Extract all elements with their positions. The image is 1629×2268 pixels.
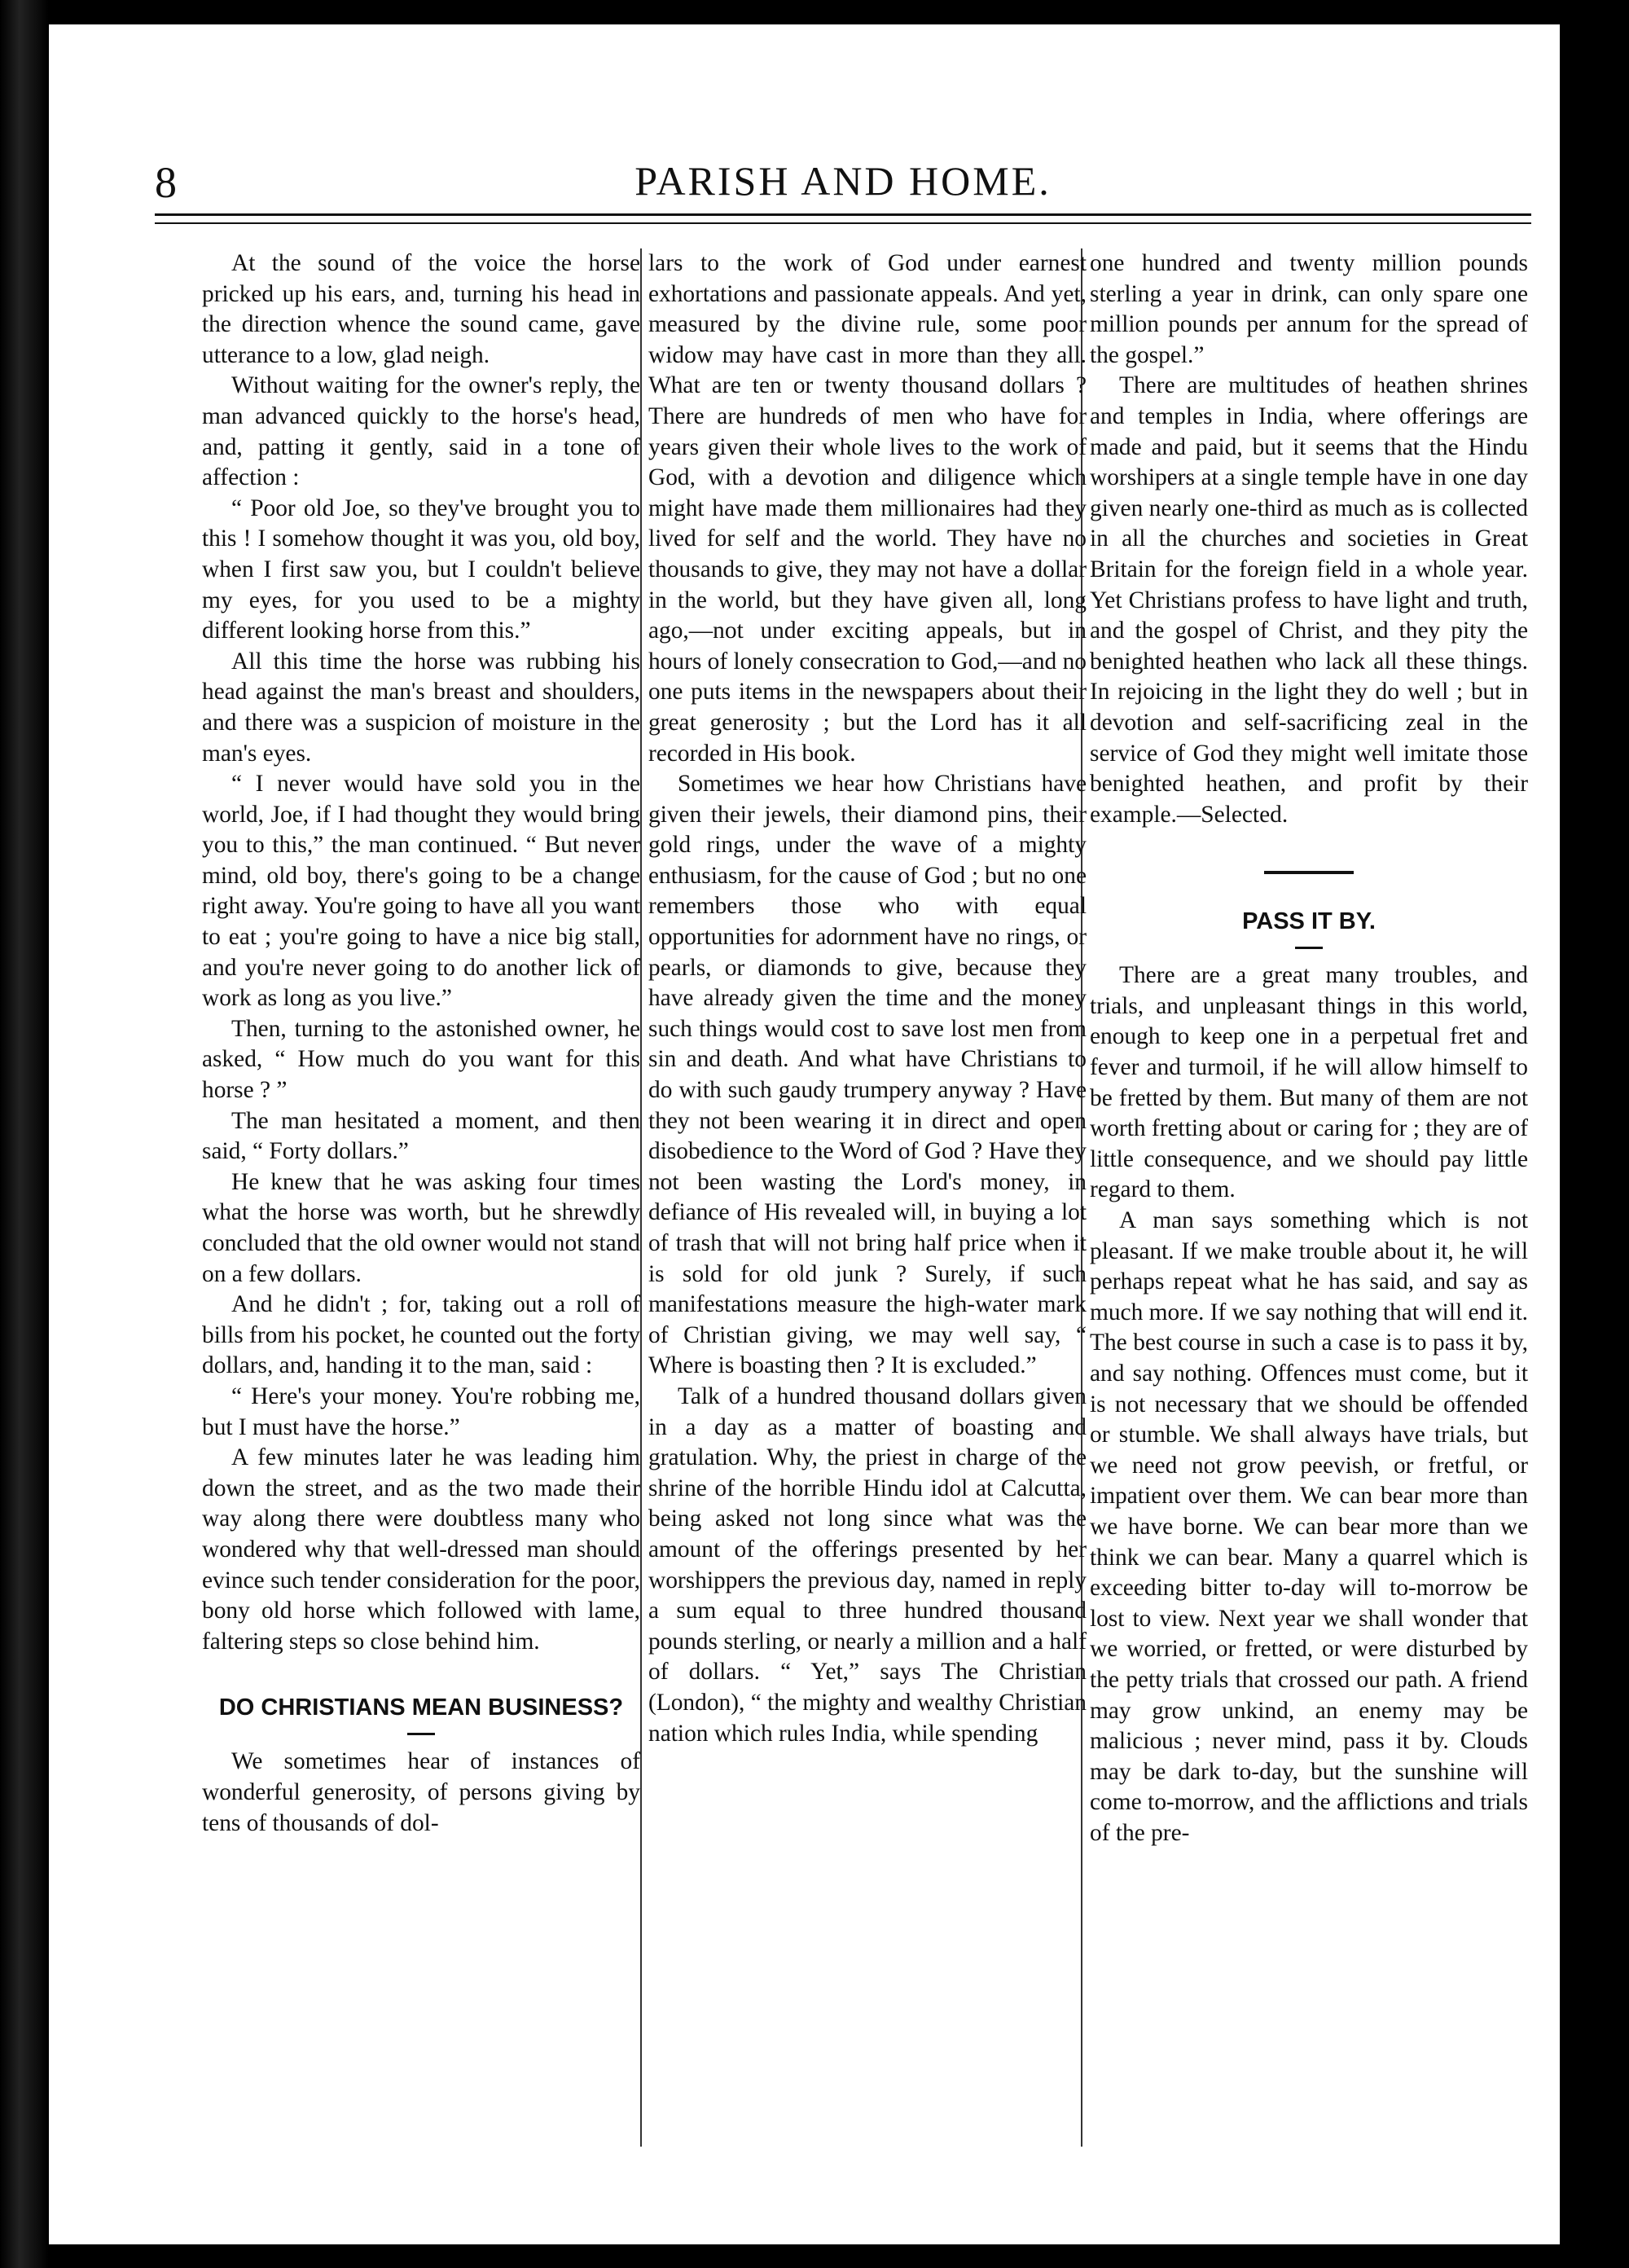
paragraph-continued: lars to the work of God under earnest exhortations and passionate appeals. And yet, measured by the divine rule, some poor widow may have cast in more than they all. What are ten or twenty thousand dollars ? There are hundreds of men who have for years given their whole lives to the work of God, with a devotion and diligence which might have made them millionaires had they lived for self and the world. They have no thousands to give, they may not have a dollar in the world, but they have given all, long ago,—not under exciting appeals, but in hours of lonely consecration to God,—and no one puts items in the newspapers about their great generosity ; but the Lord has it all recorded in His book.: [648, 250, 1087, 767]
article-heading: DO CHRISTIANS MEAN BUSINESS?: [218, 1694, 624, 1721]
article-heading: PASS IT BY.: [1242, 908, 1376, 935]
paragraph: And he didn't ; for, taking out a roll of bills from his pocket, he counted out the forty dollars, and, handing it to the man, said :: [202, 1291, 640, 1379]
paragraph: There are multitudes of heathen shrines and temples in India, where offerings are made and paid, but it seems that the Hindu worshipers at a single temple have in one day given nearly one-third as much as is collected in all the churches and societies in Great Britain for the foreign field in a whole year. Yet Christians profess to have light and truth, and the gospel of Christ, and they pity the benighted heathen who lack all these things. In rejoicing in the light they do well ; but in devotion and self-sacrificing zeal in the service of God they might well imitate those benighted heathen, and profit by their example.—Selected.: [1090, 372, 1528, 828]
column-2: [648, 248, 1087, 2147]
heading-dash: [1295, 947, 1323, 949]
paragraph: “ Here's your money. You're robbing me, but I must have the horse.”: [202, 1382, 640, 1440]
section-divider: [1264, 871, 1354, 874]
column-divider: [640, 248, 642, 2147]
paragraph: A few minutes later he was leading him down the street, and as the two made their way along there were doubtless many who wondered why that well-dressed man should evince such tender consideration for the poor, bony old horse which followed with lame, faltering steps so close behind him.: [202, 1444, 640, 1655]
paragraph: All this time the horse was rubbing his head against the man's breast and shoulders, and there was a suspicion of moisture in the man's eyes.: [202, 648, 640, 767]
paragraph: Sometimes we hear how Christians have given their jewels, their diamond pins, their gold rings, under the wave of a mighty enthusiasm, for the cause of God ; but no one remembers those who with equal opportunities for adornment have no rings, or pearls, or diamonds to give, because they have already given the time and the money such things would cost to save lost men from sin and death. And what have Christians to do with such gaudy trumpery anyway ? Have they not been wearing it in direct and open disobedience to the Word of God ? Have they not been wasting the Lord's money, in defiance of His revealed will, in buying a lot of trash that will not bring half price when it is sold for old junk ? Surely, if such manifestations measure the high-water mark of Christian giving, we may well say, “ Where is boasting then ? It is excluded.”: [648, 771, 1087, 1379]
paragraph: At the sound of the voice the horse pricked up his ears, and, turning his head in the direction whence the sound came, gave utterance to a low, glad neigh.: [202, 250, 640, 368]
paragraph: He knew that he was asking four times what the horse was worth, but he shrewdly concluded that the old owner would not stand on a few dollars.: [202, 1168, 640, 1287]
paragraph: The man hesitated a moment, and then said, “ Forty dollars.”: [202, 1107, 640, 1165]
paragraph: A man says something which is not pleasant. If we make trouble about it, he will perhaps repeat what he has said, and say as much more. If we say nothing that will end it. The best course in such a case is to pass it by, and say nothing. Offences must come, but it is not necessary that we should be offended or stumble. We shall always have trials, but we need not grow peevish, or fretful, or impatient over them. We can bear more than we have borne. We can bear more than we think we can bear. Many a quarrel which is exceeding bitter to-day will to-morrow be lost to view. Next year we shall wonder that we worried, or fretted, or were disturbed by the petty trials that crossed our path. A friend may grow unkind, an enemy may be malicious ; never mind, pass it by. Clouds may be dark to-day, but the sunshine will come to-morrow, and the afflictions and trials of the pre-: [1090, 1207, 1528, 1846]
column-3: [1090, 248, 1528, 2147]
scan-edge: [0, 0, 49, 2268]
page-header: [155, 143, 1531, 207]
paragraph: “ I never would have sold you in the world, Joe, if I had thought they would bring you to this,” the man continued. “ But never mind, old boy, there's going to be a change right away. You're going to have all you want to eat ; you're going to have a nice big stall, and you're never going to do another lick of work as long as you live.”: [202, 771, 640, 1012]
paragraph: Talk of a hundred thousand dollars given in a day as a matter of boasting and gratulation. Why, the priest in charge of the shrine of the horrible Hindu idol at Calcutta, being asked not long since what was the amount of the offerings presented by her worshippers the previous day, named in reply a sum equal to three hundred thousand pounds sterling, or nearly a million and a half of dollars. “ Yet,” says The Christian (London), “ the mighty and wealthy Christian nation which rules India, while spending: [648, 1382, 1087, 1747]
paragraph: Then, turning to the astonished owner, he asked, “ How much do you want for this horse ? ”: [202, 1015, 640, 1104]
paragraph: We sometimes hear of instances of wonderful generosity, of persons giving by tens of thousands of dol-: [202, 1748, 640, 1836]
paragraph: There are a great many troubles, and trials, and unpleasant things in this world, enough to keep one in a perpetual fret and fever and turmoil, if he will allow himself to be fretted by them. But many of them are not worth fretting about or caring for ; they are of little consequence, and we should pay little regard to them.: [1090, 962, 1528, 1203]
paragraph: Without waiting for the owner's reply, the man advanced quickly to the horse's head, and, patting it gently, said in a tone of affection :: [202, 372, 640, 491]
running-title: PARISH AND HOME.: [634, 158, 1052, 204]
column-1: [202, 248, 640, 2147]
paragraph: “ Poor old Joe, so they've brought you to this ! I somehow thought it was you, old boy, when I first saw you, but I couldn't believe my eyes, for you used to be a mighty different looking horse from this.”: [202, 494, 640, 644]
paragraph-continued: one hundred and twenty million pounds sterling a year in drink, can only spare one million pounds per annum for the spread of the gospel.”: [1090, 250, 1528, 368]
header-rule: [155, 213, 1531, 224]
page-number: 8: [155, 158, 177, 207]
heading-dash: [407, 1733, 435, 1735]
